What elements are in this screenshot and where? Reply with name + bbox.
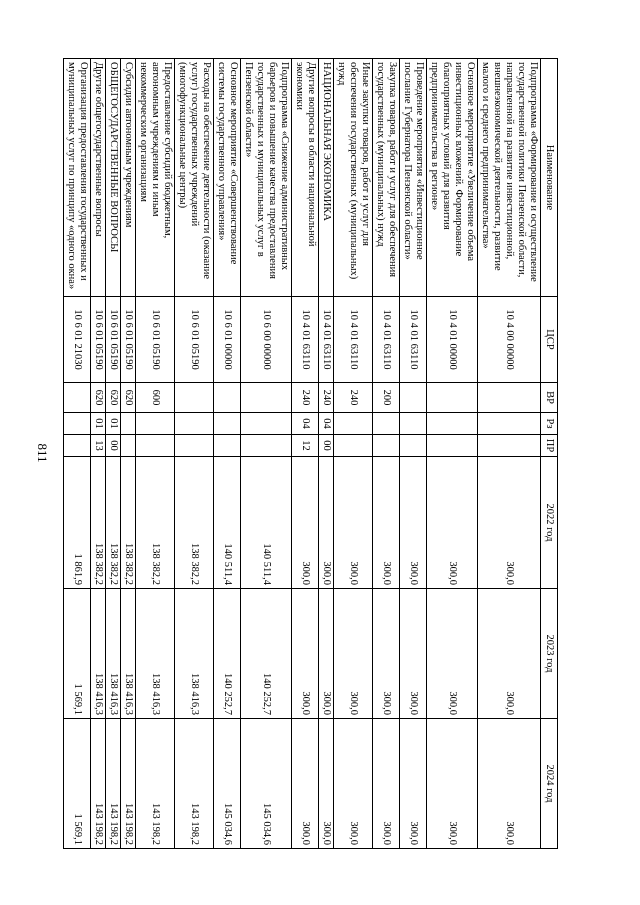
header-2022: 2022 год	[541, 457, 558, 589]
row-2023: 300,0	[400, 589, 427, 719]
table-row	[106, 59, 121, 849]
row-2024: 300,0	[373, 719, 400, 849]
row-rz	[334, 413, 373, 435]
row-vr: 600	[136, 383, 175, 413]
row-csr: 10 6 01 05190	[106, 297, 121, 383]
rotated-page-content	[66, 58, 558, 848]
row-2024: 145 034,6	[214, 719, 241, 849]
row-2023: 138 416,3	[121, 589, 136, 719]
row-2022: 138 382,2	[121, 457, 136, 589]
row-name: Основное мероприятие «Увеличение объема инвестиционных вложений. Формирование благоприятных условий для развития предпринимательства в регионе»	[427, 59, 478, 297]
row-2022: 300,0	[478, 457, 541, 589]
row-csr: 10 4 01 00000	[427, 297, 478, 383]
header-2023: 2023 год	[541, 589, 558, 719]
row-2022: 138 382,2	[175, 457, 214, 589]
row-pr	[478, 435, 541, 457]
row-pr	[136, 435, 175, 457]
row-vr	[400, 383, 427, 413]
row-2023: 300,0	[334, 589, 373, 719]
row-name: Расходы на обеспечение деятельности (оказание услуг) государственных учреждений (многофункциональные центры)	[175, 59, 214, 297]
row-2023: 300,0	[427, 589, 478, 719]
row-rz: 01	[106, 413, 121, 435]
row-pr	[373, 435, 400, 457]
budget-table	[63, 58, 558, 849]
row-csr: 10 4 01 63110	[292, 297, 319, 383]
row-2022: 300,0	[319, 457, 334, 589]
row-vr: 620	[91, 383, 106, 413]
header-pr: ПР	[541, 435, 558, 457]
row-pr	[241, 435, 292, 457]
row-2022: 300,0	[292, 457, 319, 589]
table-row	[334, 59, 373, 849]
table-row	[241, 59, 292, 849]
row-2024: 300,0	[427, 719, 478, 849]
table-row	[400, 59, 427, 849]
row-csr: 10 6 01 21030	[64, 297, 91, 383]
row-2024: 300,0	[292, 719, 319, 849]
row-2022: 300,0	[373, 457, 400, 589]
row-2022: 300,0	[334, 457, 373, 589]
row-csr: 10 6 01 05190	[91, 297, 106, 383]
header-name: Наименование	[541, 59, 558, 297]
row-name: Закупка товаров, работ и услуг для обеспечения государственных (муниципальных) нужд	[373, 59, 400, 297]
row-2022: 300,0	[427, 457, 478, 589]
row-2024: 143 198,2	[106, 719, 121, 849]
header-rz: Рз	[541, 413, 558, 435]
row-name: Субсидии автономным учреждениям	[121, 59, 136, 297]
row-2023: 140 252,7	[214, 589, 241, 719]
row-name: НАЦИОНАЛЬНАЯ ЭКОНОМИКА	[319, 59, 334, 297]
row-2023: 138 416,3	[175, 589, 214, 719]
row-2023: 1 569,1	[64, 589, 91, 719]
row-name: Основное мероприятие «Совершенствование системы государственного управления»	[214, 59, 241, 297]
row-vr	[214, 383, 241, 413]
table-body	[64, 59, 541, 849]
row-pr: 13	[91, 435, 106, 457]
row-vr: 620	[121, 383, 136, 413]
row-name: Предоставление субсидий бюджетным, автономным учреждениям и иным некоммерческим организациям	[136, 59, 175, 297]
row-2024: 300,0	[478, 719, 541, 849]
header-2024: 2024 год	[541, 719, 558, 849]
row-vr: 620	[106, 383, 121, 413]
row-csr: 10 6 00 00000	[241, 297, 292, 383]
row-rz	[214, 413, 241, 435]
row-rz	[121, 413, 136, 435]
row-name: Организация предоставления государственных и муниципальных услуг по принципу «одного окна»	[64, 59, 91, 297]
row-rz: 01	[91, 413, 106, 435]
row-2023: 300,0	[478, 589, 541, 719]
row-pr	[334, 435, 373, 457]
row-2023: 138 416,3	[106, 589, 121, 719]
row-2023: 300,0	[373, 589, 400, 719]
row-2023: 300,0	[319, 589, 334, 719]
table-row	[214, 59, 241, 849]
row-vr: 240	[292, 383, 319, 413]
row-pr	[400, 435, 427, 457]
table-row	[319, 59, 334, 849]
row-pr: 00	[106, 435, 121, 457]
row-pr: 00	[319, 435, 334, 457]
row-pr	[214, 435, 241, 457]
row-2022: 138 382,2	[136, 457, 175, 589]
row-2024: 143 198,2	[91, 719, 106, 849]
row-rz	[373, 413, 400, 435]
row-2023: 300,0	[292, 589, 319, 719]
row-rz	[64, 413, 91, 435]
row-2022: 138 382,2	[91, 457, 106, 589]
row-2022: 138 382,2	[106, 457, 121, 589]
row-rz: 04	[319, 413, 334, 435]
row-rz	[175, 413, 214, 435]
header-csr: ЦСР	[541, 297, 558, 383]
row-vr	[64, 383, 91, 413]
row-2023: 138 416,3	[136, 589, 175, 719]
table-row	[292, 59, 319, 849]
row-name: Проведение мероприятия «Инвестиционное послание Губернатора Пензенской области»	[400, 59, 427, 297]
table-row	[64, 59, 91, 849]
row-name: Подпрограмма «Формирование и осуществление государственной политики Пензенской области, направленной на развитие инвестиционной, внешнеэкономической деятельности, развитие малого и среднего предпринимательства»	[478, 59, 541, 297]
page-number-text: 811	[35, 443, 50, 463]
row-pr	[64, 435, 91, 457]
table-row	[427, 59, 478, 849]
row-2024: 143 198,2	[121, 719, 136, 849]
row-2022: 1 861,9	[64, 457, 91, 589]
row-name: Иные закупки товаров, работ и услуг для обеспечения государственных (муниципальных) нужд	[334, 59, 373, 297]
row-rz	[241, 413, 292, 435]
row-rz	[400, 413, 427, 435]
row-rz	[136, 413, 175, 435]
row-csr: 10 4 01 63110	[373, 297, 400, 383]
table-header-row	[541, 59, 558, 849]
row-csr: 10 6 01 05190	[136, 297, 175, 383]
row-name: Подпрограмма «Снижение административных барьеров и повышение качества предоставления государственных и муниципальных услуг в Пензенской области»	[241, 59, 292, 297]
row-2024: 300,0	[400, 719, 427, 849]
table-row	[175, 59, 214, 849]
row-pr	[175, 435, 214, 457]
header-vr: ВР	[541, 383, 558, 413]
row-csr: 10 4 01 63110	[334, 297, 373, 383]
row-rz: 04	[292, 413, 319, 435]
table-row	[373, 59, 400, 849]
row-vr: 200	[373, 383, 400, 413]
row-2024: 300,0	[319, 719, 334, 849]
table-row	[478, 59, 541, 849]
row-2024: 300,0	[334, 719, 373, 849]
row-vr: 240	[334, 383, 373, 413]
row-pr: 12	[292, 435, 319, 457]
row-2024: 1 569,1	[64, 719, 91, 849]
row-csr: 10 4 01 63110	[319, 297, 334, 383]
row-name: Другие вопросы в области национальной экономики	[292, 59, 319, 297]
row-2022: 140 511,4	[241, 457, 292, 589]
row-vr	[175, 383, 214, 413]
row-vr	[241, 383, 292, 413]
row-rz	[427, 413, 478, 435]
row-pr	[427, 435, 478, 457]
row-vr: 240	[319, 383, 334, 413]
row-2022: 140 511,4	[214, 457, 241, 589]
row-pr	[121, 435, 136, 457]
row-name: ОБЩЕГОСУДАРСТВЕННЫЕ ВОПРОСЫ	[106, 59, 121, 297]
table-row	[121, 59, 136, 849]
row-2024: 143 198,2	[136, 719, 175, 849]
row-csr: 10 6 01 05190	[175, 297, 214, 383]
row-2024: 143 198,2	[175, 719, 214, 849]
row-csr: 10 4 00 00000	[478, 297, 541, 383]
row-csr: 10 6 01 05190	[121, 297, 136, 383]
row-name: Другие общегосударственные вопросы	[91, 59, 106, 297]
row-2023: 138 416,3	[91, 589, 106, 719]
row-vr	[427, 383, 478, 413]
row-2024: 145 034,6	[241, 719, 292, 849]
row-2023: 140 252,7	[241, 589, 292, 719]
row-vr	[478, 383, 541, 413]
row-csr: 10 4 01 63110	[400, 297, 427, 383]
row-2022: 300,0	[400, 457, 427, 589]
table-row	[136, 59, 175, 849]
row-csr: 10 6 01 00000	[214, 297, 241, 383]
row-rz	[478, 413, 541, 435]
table-row	[91, 59, 106, 849]
